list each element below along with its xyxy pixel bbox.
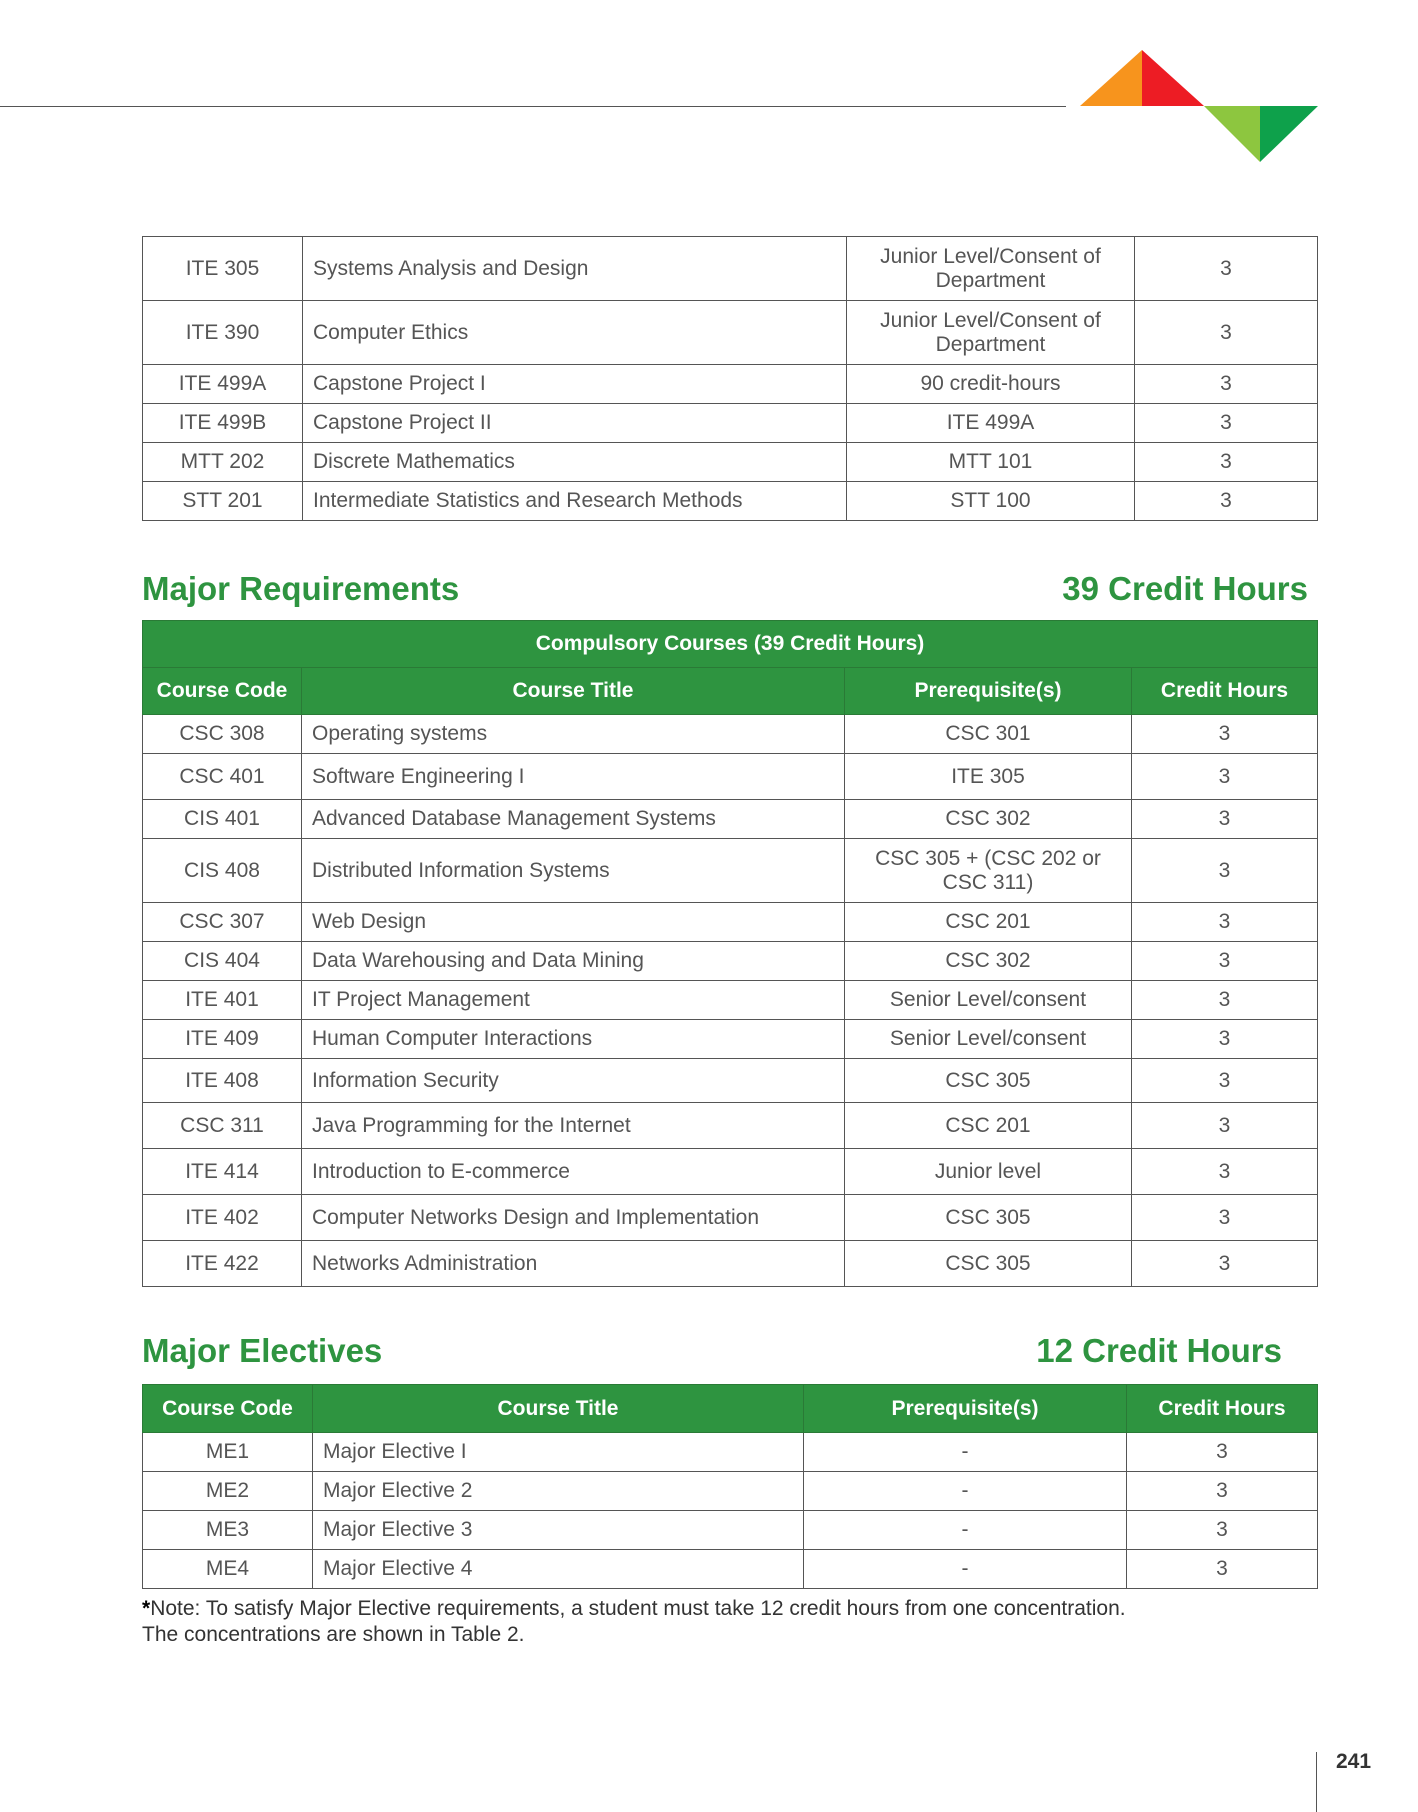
course-code: CIS 408 (143, 839, 302, 903)
prerequisite: CSC 201 (845, 903, 1132, 942)
table-row (143, 1195, 1318, 1241)
course-title: Computer Networks Design and Implementation (302, 1195, 845, 1241)
prev-course-table (142, 236, 1318, 521)
course-code: ITE 402 (143, 1195, 302, 1241)
course-code: ME2 (143, 1472, 313, 1511)
course-code: CSC 307 (143, 903, 302, 942)
course-code: ME3 (143, 1511, 313, 1550)
credit-hours: 3 (1127, 1472, 1318, 1511)
course-code: CSC 311 (143, 1103, 302, 1149)
prerequisite: - (804, 1550, 1127, 1589)
logo-orange-triangle (1080, 50, 1142, 106)
course-code: CIS 401 (143, 800, 302, 839)
credit-hours: 3 (1132, 981, 1318, 1020)
credit-hours: 3 (1135, 443, 1318, 482)
credit-hours: 3 (1132, 754, 1318, 800)
prerequisite: STT 100 (847, 482, 1135, 521)
note-line-2: The concentrations are shown in Table 2. (142, 1623, 525, 1646)
course-code: ITE 305 (143, 237, 303, 301)
column-header-course-title: Course Title (302, 668, 845, 715)
prerequisite: Junior Level/Consent of Department (847, 301, 1135, 365)
prerequisite: MTT 101 (847, 443, 1135, 482)
table-row (143, 1103, 1318, 1149)
prerequisite: - (804, 1472, 1127, 1511)
course-title: Capstone Project I (303, 365, 847, 404)
course-code: ME1 (143, 1433, 313, 1472)
table-row (143, 839, 1318, 903)
prerequisite: CSC 305 + (CSC 202 or CSC 311) (845, 839, 1132, 903)
major-requirements-table (142, 620, 1318, 1287)
table-row (143, 237, 1318, 301)
prerequisite: CSC 301 (845, 715, 1132, 754)
table-row (143, 981, 1318, 1020)
course-code: ME4 (143, 1550, 313, 1589)
prerequisite: Junior Level/Consent of Department (847, 237, 1135, 301)
column-header-prerequisites: Prerequisite(s) (845, 668, 1132, 715)
credit-hours: 3 (1127, 1511, 1318, 1550)
prerequisite: CSC 302 (845, 942, 1132, 981)
column-header-credit-hours: Credit Hours (1127, 1385, 1318, 1433)
table-row (143, 1550, 1318, 1589)
major-electives-heading: Major Electives (142, 1332, 383, 1369)
prerequisite: Senior Level/consent (845, 981, 1132, 1020)
credit-hours: 3 (1135, 365, 1318, 404)
prerequisite: CSC 305 (845, 1059, 1132, 1103)
logo-red-triangle (1142, 50, 1204, 106)
prerequisite: - (804, 1511, 1127, 1550)
compulsory-courses-banner: Compulsory Courses (39 Credit Hours) (143, 621, 1318, 668)
credit-hours: 3 (1135, 404, 1318, 443)
prerequisite: 90 credit-hours (847, 365, 1135, 404)
course-title: Operating systems (302, 715, 845, 754)
credit-hours: 3 (1127, 1550, 1318, 1589)
course-title: Software Engineering I (302, 754, 845, 800)
table-row (143, 1059, 1318, 1103)
table-row (143, 482, 1318, 521)
table-row (143, 443, 1318, 482)
course-title: Web Design (302, 903, 845, 942)
course-title: Discrete Mathematics (303, 443, 847, 482)
table-row (143, 1472, 1318, 1511)
note-marker: * (142, 1597, 151, 1620)
credit-hours: 3 (1132, 715, 1318, 754)
course-title: Data Warehousing and Data Mining (302, 942, 845, 981)
course-title: IT Project Management (302, 981, 845, 1020)
table-row (143, 1433, 1318, 1472)
course-code: STT 201 (143, 482, 303, 521)
course-title: Major Elective I (313, 1433, 804, 1472)
note-text-1: Note: To satisfy Major Elective requirements, a student must take 12 credit hours from one concentration. (150, 1597, 1126, 1620)
electives-note (142, 1596, 1342, 1648)
credit-hours: 3 (1135, 301, 1318, 365)
course-code: ITE 414 (143, 1149, 302, 1195)
header-rule (0, 106, 1066, 107)
major-electives-credit-hours: 12 Credit Hours (1036, 1332, 1282, 1369)
credit-hours: 3 (1132, 1059, 1318, 1103)
course-code: ITE 499A (143, 365, 303, 404)
table-row (143, 1511, 1318, 1550)
credit-hours: 3 (1135, 482, 1318, 521)
credit-hours: 3 (1132, 1020, 1318, 1059)
table-row (143, 1149, 1318, 1195)
course-code: CSC 401 (143, 754, 302, 800)
course-title: Human Computer Interactions (302, 1020, 845, 1059)
course-title: Java Programming for the Internet (302, 1103, 845, 1149)
logo-light-green-triangle (1204, 106, 1260, 162)
course-title: Introduction to E-commerce (302, 1149, 845, 1195)
credit-hours: 3 (1132, 1195, 1318, 1241)
credit-hours: 3 (1127, 1433, 1318, 1472)
column-header-prerequisites: Prerequisite(s) (804, 1385, 1127, 1433)
course-code: MTT 202 (143, 443, 303, 482)
credit-hours: 3 (1135, 237, 1318, 301)
credit-hours: 3 (1132, 903, 1318, 942)
course-title: Major Elective 3 (313, 1511, 804, 1550)
course-title: Major Elective 2 (313, 1472, 804, 1511)
prerequisite: CSC 201 (845, 1103, 1132, 1149)
course-title: Networks Administration (302, 1241, 845, 1287)
logo-dark-green-triangle (1260, 106, 1318, 162)
course-code: ITE 409 (143, 1020, 302, 1059)
prerequisite: CSC 302 (845, 800, 1132, 839)
prerequisite: CSC 305 (845, 1195, 1132, 1241)
course-code: ITE 422 (143, 1241, 302, 1287)
prerequisite: ITE 499A (847, 404, 1135, 443)
course-title: Distributed Information Systems (302, 839, 845, 903)
course-code: ITE 499B (143, 404, 303, 443)
course-code: ITE 401 (143, 981, 302, 1020)
course-title: Information Security (302, 1059, 845, 1103)
major-electives-table (142, 1384, 1318, 1589)
course-title: Advanced Database Management Systems (302, 800, 845, 839)
prerequisite: Junior level (845, 1149, 1132, 1195)
course-title: Capstone Project II (303, 404, 847, 443)
prerequisite: Senior Level/consent (845, 1020, 1132, 1059)
column-header-credit-hours: Credit Hours (1132, 668, 1318, 715)
column-header-course-title: Course Title (313, 1385, 804, 1433)
course-code: CIS 404 (143, 942, 302, 981)
table-row (143, 754, 1318, 800)
table-row (143, 301, 1318, 365)
credit-hours: 3 (1132, 839, 1318, 903)
course-title: Intermediate Statistics and Research Methods (303, 482, 847, 521)
column-header-course-code: Course Code (143, 1385, 313, 1433)
table-row (143, 365, 1318, 404)
course-title: Major Elective 4 (313, 1550, 804, 1589)
prerequisite: ITE 305 (845, 754, 1132, 800)
major-requirements-heading: Major Requirements (142, 570, 460, 607)
major-requirements-credit-hours: 39 Credit Hours (1062, 570, 1308, 607)
table-row (143, 800, 1318, 839)
page-number-rule (1316, 1752, 1317, 1812)
credit-hours: 3 (1132, 1241, 1318, 1287)
column-header-course-code: Course Code (143, 668, 302, 715)
course-code: CSC 308 (143, 715, 302, 754)
credit-hours: 3 (1132, 1103, 1318, 1149)
triangle-logo-icon (1080, 50, 1320, 162)
credit-hours: 3 (1132, 942, 1318, 981)
credit-hours: 3 (1132, 800, 1318, 839)
note-line-1 (142, 1596, 1342, 1622)
page-number: 241 (1336, 1750, 1372, 1773)
course-title: Computer Ethics (303, 301, 847, 365)
table-row (143, 715, 1318, 754)
course-title: Systems Analysis and Design (303, 237, 847, 301)
table-row (143, 404, 1318, 443)
table-row (143, 1241, 1318, 1287)
credit-hours: 3 (1132, 1149, 1318, 1195)
prerequisite: - (804, 1433, 1127, 1472)
course-code: ITE 408 (143, 1059, 302, 1103)
table-row (143, 942, 1318, 981)
table-row (143, 903, 1318, 942)
table-row (143, 1020, 1318, 1059)
course-code: ITE 390 (143, 301, 303, 365)
prerequisite: CSC 305 (845, 1241, 1132, 1287)
